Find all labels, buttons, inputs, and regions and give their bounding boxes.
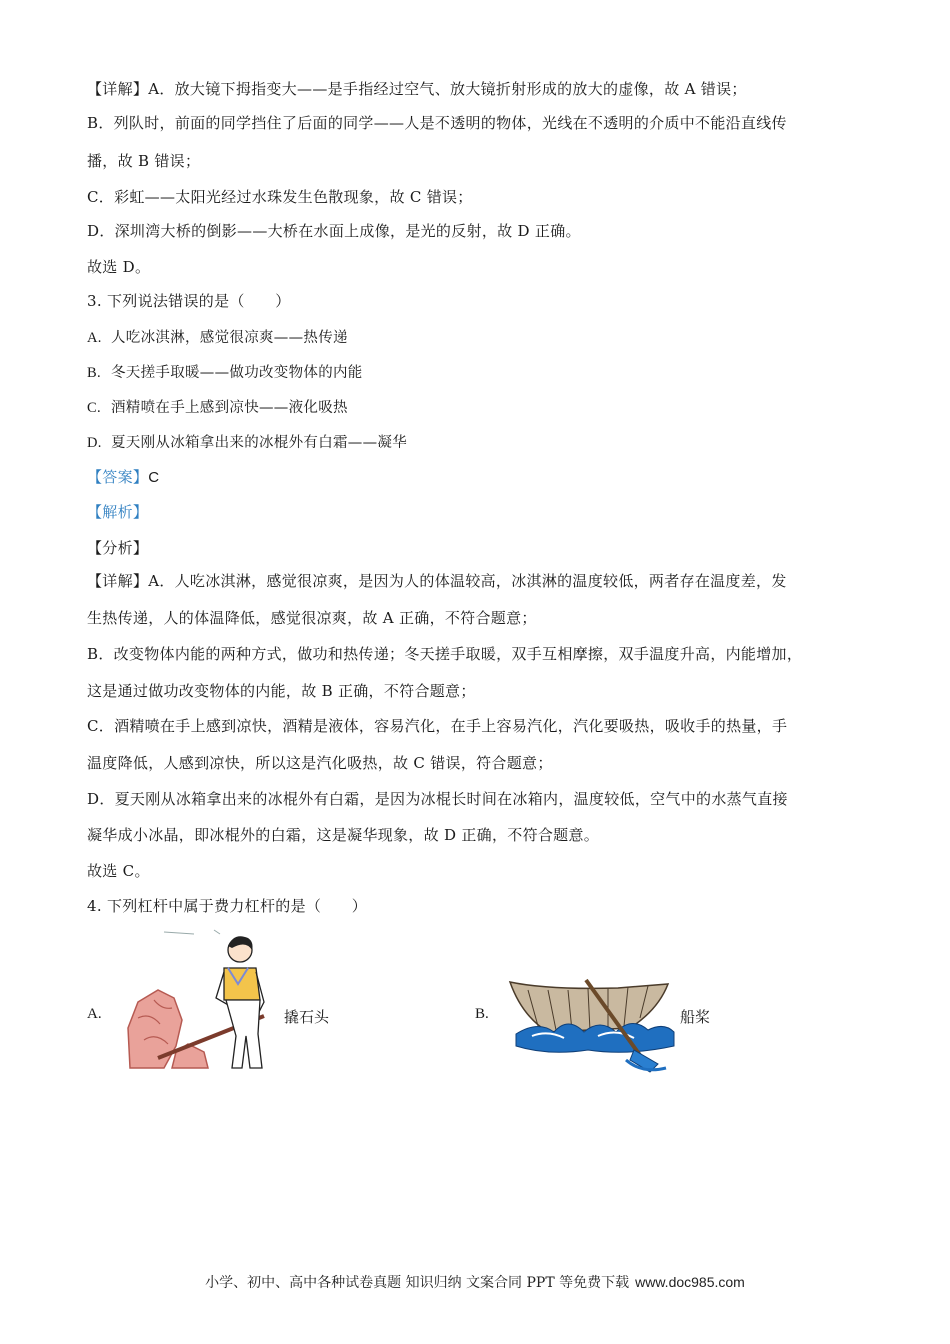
detail-line: 【详解】A．放大镜下拇指变大——是手指经过空气、放大镜折射形成的放大的虚像，故 A 错误； — [87, 80, 747, 98]
q4-option-b-letter: B. — [475, 1006, 489, 1022]
option-letter: B. — [87, 365, 101, 381]
detail-line: C．酒精喷在手上感到凉快，酒精是液体，容易汽化，在手上容易汽化，汽化要吸热，吸收手的热量，手 — [87, 717, 788, 735]
question-4-stem: 4. 下列杠杆中属于费力杠杆的是（ ） — [87, 897, 368, 915]
fenxi-tag: 【分析】 — [87, 539, 149, 557]
prying-rock-illustration — [124, 928, 284, 1074]
option-text: 人吃冰淇淋，感觉很凉爽——热传递 — [111, 330, 348, 346]
rowing-oar-illustration — [508, 976, 676, 1076]
detail-line: 【详解】A．人吃冰淇淋，感觉很凉爽，是因为人的体温较高，冰淇淋的温度较低，两者存在温度差，发 — [87, 572, 787, 590]
answer-value: C — [148, 469, 160, 486]
detail-line: 凝华成小冰晶，即冰棍外的白霜，这是凝华现象，故 D 正确，不符合题意。 — [87, 826, 600, 844]
footer-url[interactable]: www.doc985.com — [635, 1274, 745, 1290]
conclusion-line: 故选 D。 — [87, 258, 151, 276]
q4-option-b-caption: 船桨 — [680, 1008, 711, 1026]
detail-line: D．深圳湾大桥的倒影——大桥在水面上成像，是光的反射，故 D 正确。 — [87, 222, 581, 240]
detail-line: B．列队时，前面的同学挡住了后面的同学——人是不透明的物体，光线在不透明的介质中不能沿直线传 — [87, 114, 787, 132]
question-3-stem: 3. 下列说法错误的是（ ） — [87, 292, 291, 310]
footer-text: 小学、初中、高中各种试卷真题 知识归纳 文案合同 PPT 等免费下载 — [205, 1275, 630, 1291]
option-letter: A. — [87, 330, 102, 346]
conclusion-line: 故选 C。 — [87, 862, 150, 880]
answer-tag: 【答案】 — [87, 468, 149, 486]
page-footer — [0, 1272, 950, 1292]
detail-line: 温度降低，人感到凉快，所以这是汽化吸热，故 C 错误，符合题意； — [87, 754, 553, 772]
detail-line: B．改变物体内能的两种方式，做功和热传递；冬天搓手取暖，双手互相摩擦，双手温度升高，内能增加， — [87, 645, 803, 663]
detail-line: C．彩虹——太阳光经过水珠发生色散现象，故 C 错误； — [87, 188, 473, 206]
detail-line: 这是通过做功改变物体的内能，故 B 正确，不符合题意； — [87, 682, 476, 700]
q3-option-a — [87, 326, 348, 347]
q4-option-a-letter: A. — [87, 1006, 102, 1022]
detail-line: D．夏天刚从冰箱拿出来的冰棍外有白霜，是因为冰棍长时间在冰箱内，温度较低，空气中的水蒸气直接 — [87, 790, 788, 808]
option-text: 酒精喷在手上感到凉快——液化吸热 — [111, 400, 348, 416]
q3-option-b — [87, 361, 363, 382]
answer-line — [87, 466, 159, 487]
detail-line: 生热传递，人的体温降低，感觉很凉爽，故 A 正确，不符合题意； — [87, 609, 537, 627]
analysis-tag: 【解析】 — [87, 503, 149, 521]
q3-option-d — [87, 431, 407, 452]
q4-option-a-caption: 撬石头 — [284, 1008, 330, 1026]
option-text: 冬天搓手取暖——做功改变物体的内能 — [111, 365, 363, 381]
option-letter: D. — [87, 435, 102, 451]
option-text: 夏天刚从冰箱拿出来的冰棍外有白霜——凝华 — [111, 435, 407, 451]
q3-option-c — [87, 396, 348, 417]
detail-line: 播，故 B 错误； — [87, 152, 201, 170]
option-letter: C. — [87, 400, 101, 416]
